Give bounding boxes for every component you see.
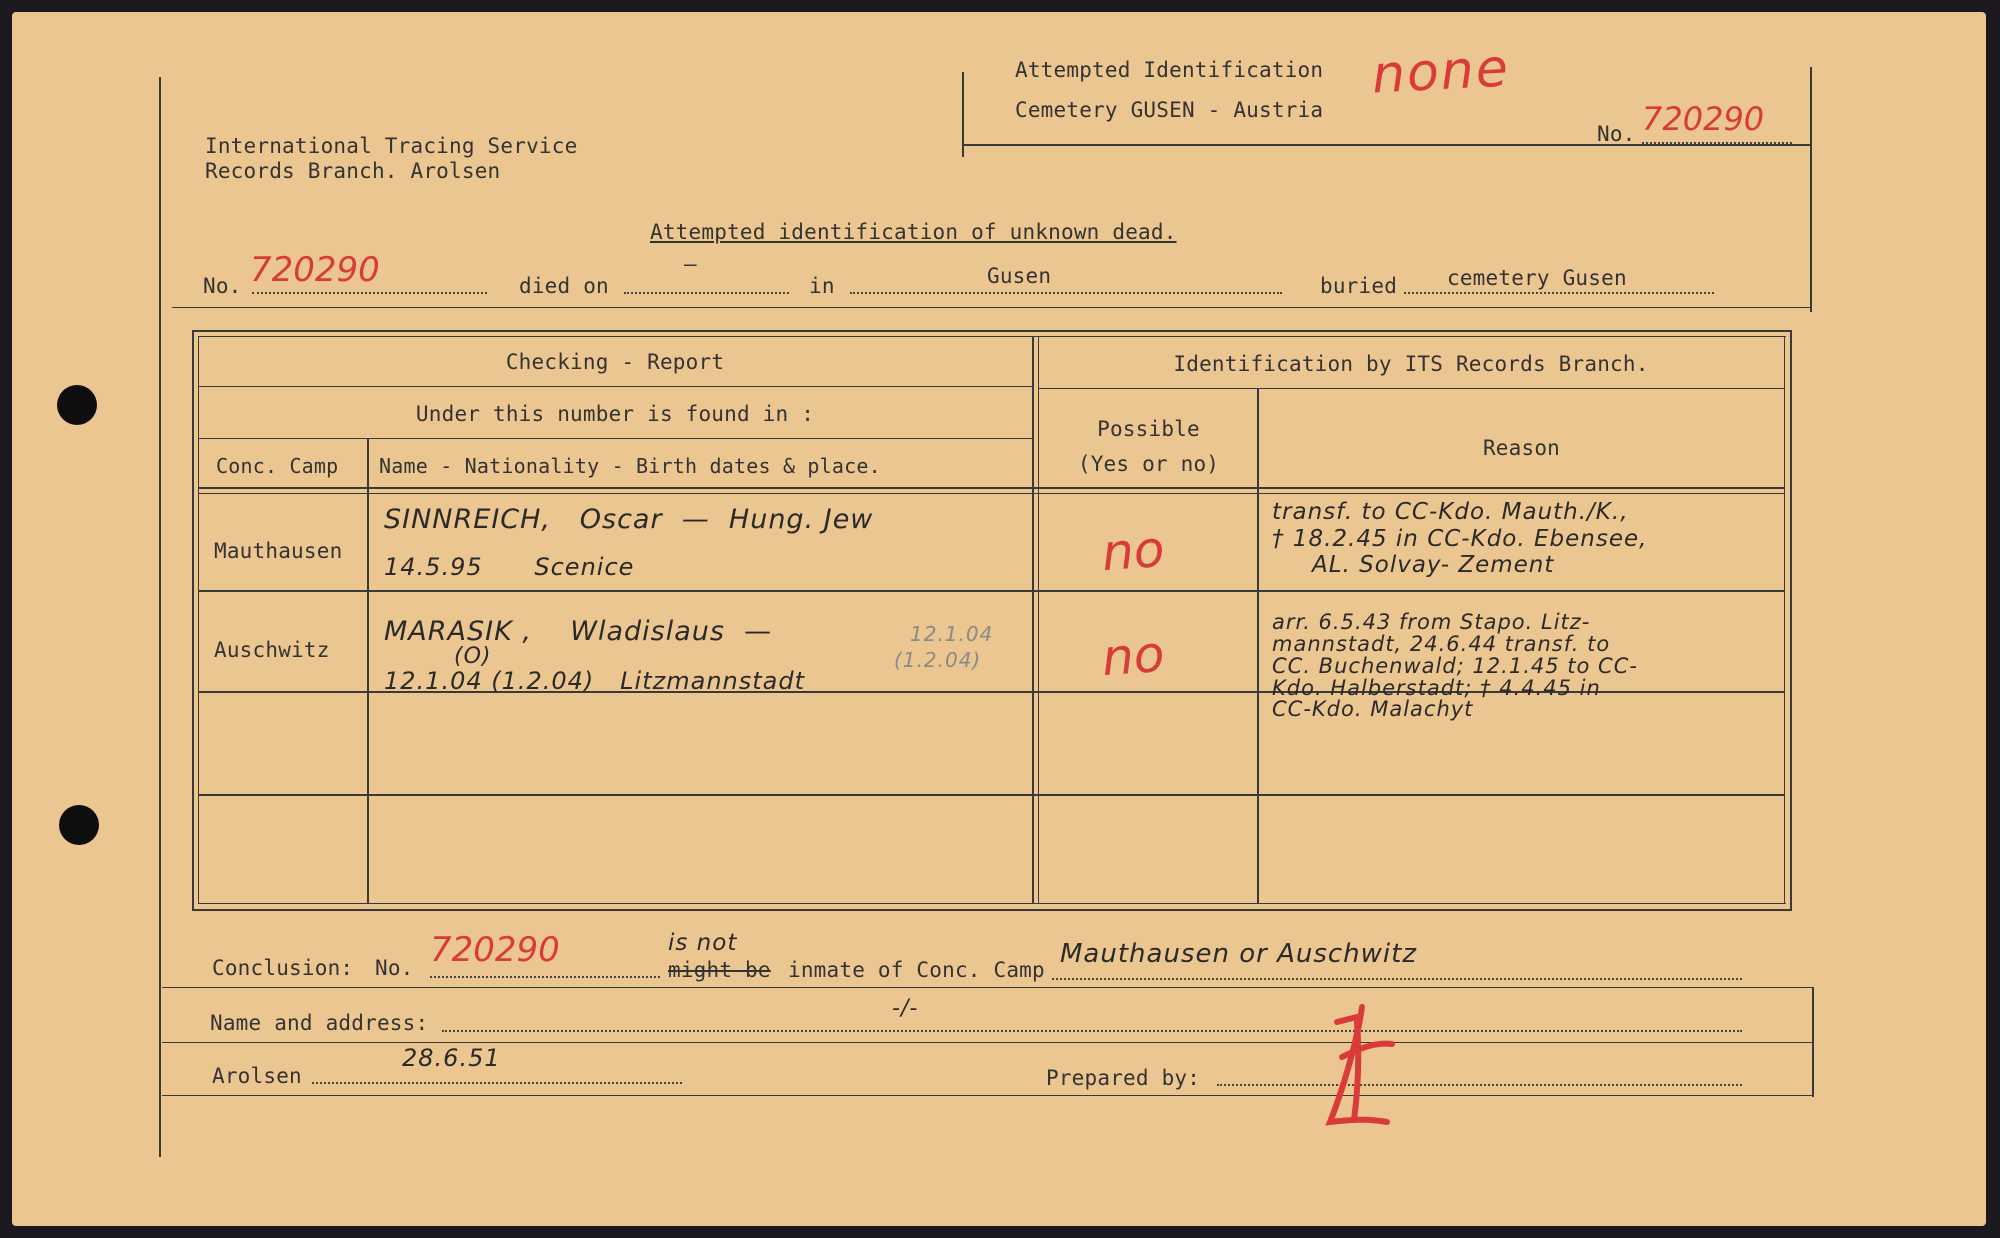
row2-name-aside2: (1.2.04) [894, 648, 982, 672]
date-value: 28.6.51 [402, 1044, 501, 1072]
form-title: Attempted identification of unknown dead. [650, 220, 1177, 244]
header-no-value: 720290 [1642, 100, 1765, 138]
name-address-dots [442, 1030, 1742, 1032]
row3-bottom-rule [198, 794, 1784, 796]
conclusion-no-value: 720290 [430, 930, 560, 970]
conclusion-no-label: No. [375, 956, 414, 980]
conclusion-camp-value: Mauthausen or Auschwitz [1060, 939, 1417, 969]
left-subheader: Under this number is found in : [415, 402, 815, 426]
row2-reason-line5: CC-Kdo. Malachyt [1272, 697, 1474, 721]
prepared-label: Prepared by: [1046, 1066, 1201, 1090]
header-box-line2: Cemetery GUSEN - Austria [1015, 98, 1324, 122]
conclusion-is-not: is not [668, 930, 738, 956]
col-name-header: Name - Nationality - Birth dates & place. [379, 454, 881, 478]
table-right-border-inner [1784, 336, 1785, 904]
table-bottom-border [192, 909, 1792, 911]
left-header: Checking - Report [505, 350, 725, 374]
conclusion-camp-dots [1052, 978, 1742, 980]
camp-col-divider [367, 438, 369, 904]
row1-reason-line1: transf. to CC-Kdo. Mauth./K., [1272, 499, 1629, 525]
row2-possible: no [1100, 624, 1167, 688]
table-left-border [192, 330, 194, 911]
in-dots [850, 292, 1282, 294]
left-header-rule [198, 386, 1032, 387]
name-address-rule [162, 1042, 1812, 1043]
row1-name-line2: 14.5.95 Scenice [384, 553, 635, 581]
col-header-rule-2 [198, 493, 1784, 494]
row1-possible: no [1100, 519, 1167, 583]
prepared-dots [1217, 1084, 1742, 1086]
row2-reason-line4: Kdo. Halberstadt; † 4.4.45 in [1272, 676, 1601, 700]
row2-camp: Auschwitz [214, 638, 330, 662]
record-no-dots [252, 292, 487, 294]
footer-right-rule [1812, 987, 1814, 1097]
buried-label: buried [1320, 274, 1398, 298]
table-mid-divider [1032, 336, 1034, 904]
row2-name-sub: (O) [454, 644, 492, 669]
header-box-handwritten: none [1370, 38, 1512, 106]
col-reason-header: Reason [1482, 436, 1561, 460]
table-top-border-inner [198, 336, 1786, 337]
org-line2: Records Branch. Arolsen [205, 159, 501, 183]
buried-dots [1404, 292, 1714, 294]
conclusion-inmate-label: inmate of Conc. Camp [788, 958, 1045, 982]
arolsen-dots [312, 1082, 682, 1084]
died-dots [624, 292, 789, 294]
arolsen-label: Arolsen [212, 1064, 302, 1088]
punch-hole-top [57, 385, 97, 425]
footer-rule [162, 1095, 1814, 1096]
conclusion-label: Conclusion: [212, 956, 354, 980]
row2-reason-line3: CC. Buchenwald; 12.1.45 to CC- [1272, 654, 1638, 678]
table-bottom-border-inner [198, 903, 1786, 904]
row2-name-aside1: 12.1.04 [910, 622, 994, 646]
conclusion-no-dots [430, 976, 660, 978]
left-margin-rule [159, 77, 161, 1157]
identification-card [12, 12, 1986, 1226]
header-no-label: No. [1597, 122, 1636, 146]
in-value: Gusen [987, 264, 1052, 288]
row1-reason-line2: † 18.2.45 in CC-Kdo. Ebensee, [1272, 526, 1648, 552]
punch-hole-bottom [59, 805, 99, 845]
header-no-dots [1642, 142, 1792, 144]
header-box-bottom [962, 144, 1812, 146]
row1-camp: Mauthausen [214, 539, 343, 563]
in-label: in [809, 274, 835, 298]
row1-reason-line3: AL. Solvay- Zement [1312, 552, 1555, 578]
col-camp-header: Conc. Camp [216, 454, 339, 478]
record-no-label: No. [203, 274, 242, 298]
right-header: Identification by ITS Records Branch. [1173, 352, 1649, 376]
row2-name-line1: MARASIK , Wladislaus — [384, 616, 773, 647]
name-address-label: Name and address: [210, 1011, 429, 1035]
col-possible-header-2: (Yes or no) [1077, 452, 1220, 476]
row2-reason-line1: arr. 6.5.43 from Stapo. Litz- [1272, 610, 1591, 634]
conclusion-might-be: might be [668, 958, 771, 982]
row2-reason-line2: mannstadt, 24.6.44 transf. to [1272, 632, 1611, 656]
col-possible-header-1: Possible [1097, 417, 1200, 441]
record-line-rule [172, 307, 1812, 308]
org-line1: International Tracing Service [205, 134, 578, 158]
died-label: died on [519, 274, 609, 298]
right-header-rule [1038, 388, 1784, 389]
record-no-value: 720290 [250, 250, 380, 290]
row1-bottom-rule [198, 590, 1784, 592]
name-address-value: -/- [892, 996, 919, 1021]
right-margin-rule [1810, 67, 1812, 312]
conclusion-rule [162, 987, 1812, 988]
header-box-line1: Attempted Identification [1015, 58, 1324, 82]
signature-mark [1302, 1002, 1412, 1142]
left-sub-rule [198, 438, 1032, 439]
table-top-border [192, 330, 1792, 332]
row1-name-line1: SINNREICH, Oscar — Hung. Jew [384, 504, 874, 535]
reason-col-divider [1257, 388, 1259, 904]
row2-name-line2: 12.1.04 (1.2.04) Litzmannstadt [384, 667, 806, 695]
table-right-border [1790, 330, 1792, 911]
col-header-rule [198, 487, 1784, 489]
died-value: — [684, 252, 697, 276]
buried-value: cemetery Gusen [1447, 266, 1627, 290]
table-mid-divider-2 [1038, 336, 1039, 904]
